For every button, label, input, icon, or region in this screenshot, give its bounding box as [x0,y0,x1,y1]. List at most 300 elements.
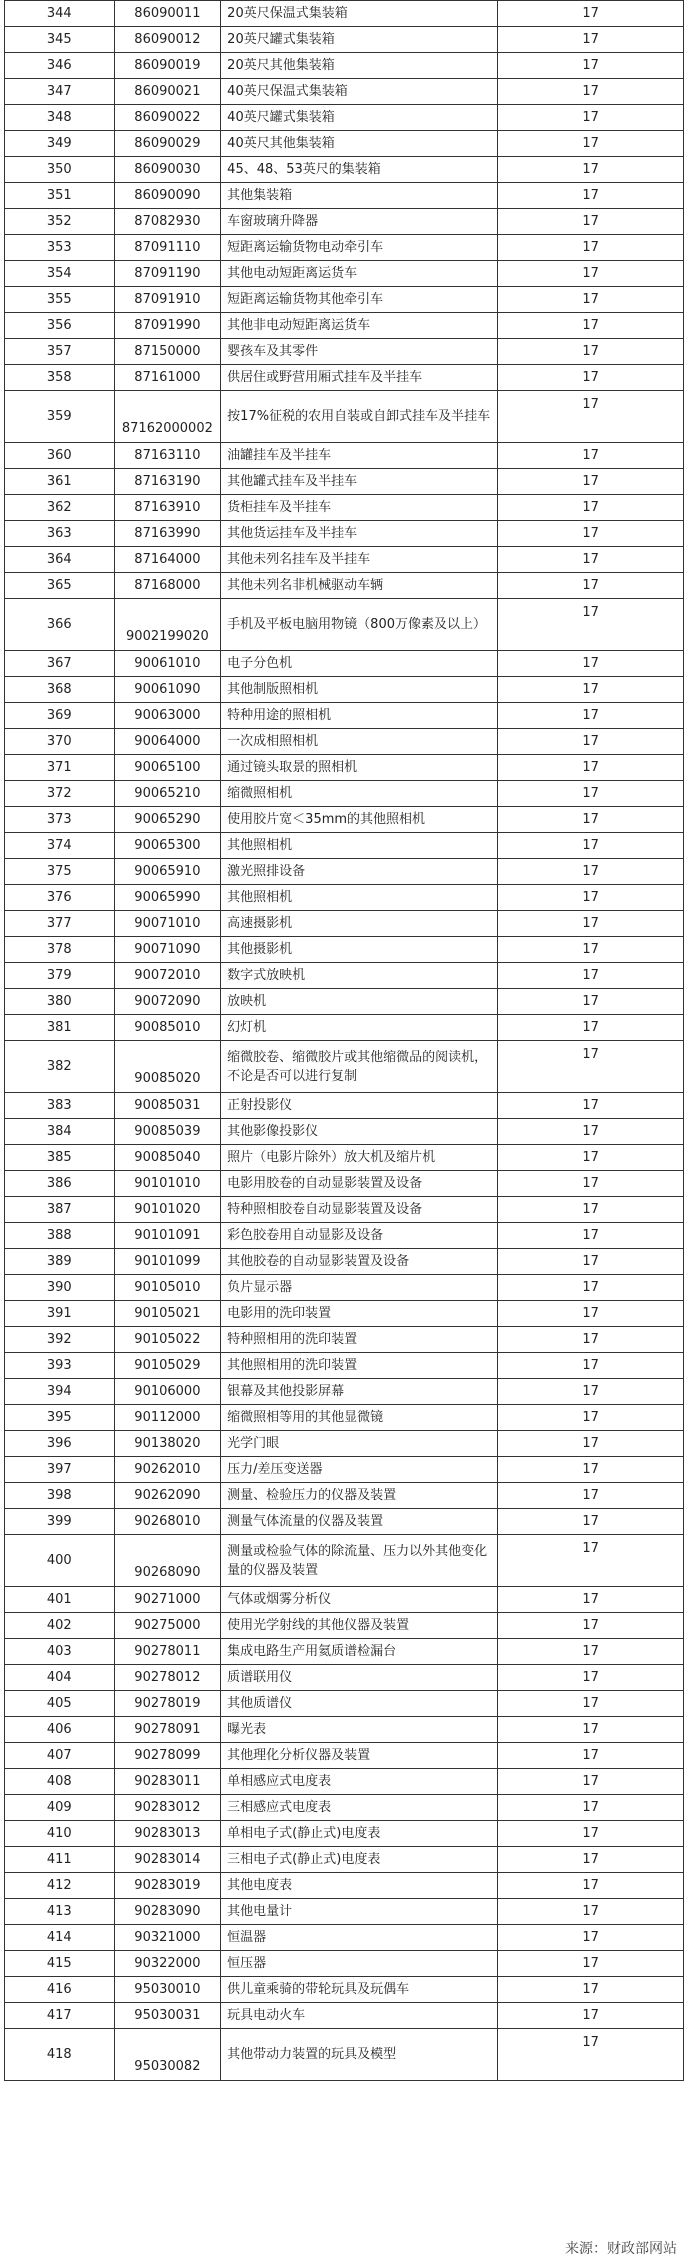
row-number-cell: 345 [5,27,115,53]
table-row [5,1,684,27]
commodity-name-cell: 恒温器 [221,1925,498,1951]
tax-rate-cell: 17 [498,443,684,469]
table-row [5,209,684,235]
commodity-name-cell: 其他未列名挂车及半挂车 [221,547,498,573]
row-number-cell: 380 [5,989,115,1015]
commodity-name-cell: 45、48、53英尺的集装箱 [221,157,498,183]
table-row [5,859,684,885]
row-number-cell: 398 [5,1483,115,1509]
table-row [5,1665,684,1691]
table-row [5,261,684,287]
table-row [5,1509,684,1535]
commodity-code-cell: 87091990 [114,313,221,339]
tax-rate-cell: 17 [498,313,684,339]
table-row [5,287,684,313]
tax-rate-cell: 17 [498,833,684,859]
commodity-name-cell: 其他制版照相机 [221,677,498,703]
tax-rate-cell: 17 [498,755,684,781]
tax-rate-cell: 17 [498,1015,684,1041]
row-number-cell: 356 [5,313,115,339]
commodity-code-cell: 90065290 [114,807,221,833]
table-row [5,1847,684,1873]
commodity-code-cell: 86090030 [114,157,221,183]
commodity-code-cell: 87091110 [114,235,221,261]
tax-rate-cell: 17 [498,521,684,547]
tax-rate-cell: 17 [498,1405,684,1431]
tax-rate-cell: 17 [498,1535,684,1587]
tax-rate-cell: 17 [498,1275,684,1301]
tax-rate-cell: 17 [498,1665,684,1691]
table-row [5,79,684,105]
tax-rate-cell: 17 [498,261,684,287]
row-number-cell: 348 [5,105,115,131]
commodity-code-cell: 90065100 [114,755,221,781]
row-number-cell: 384 [5,1119,115,1145]
table-row [5,1873,684,1899]
commodity-name-cell: 其他照相机 [221,885,498,911]
row-number-cell: 383 [5,1093,115,1119]
table-row [5,521,684,547]
row-number-cell: 415 [5,1951,115,1977]
tax-rate-cell: 17 [498,703,684,729]
commodity-name-cell: 正射投影仪 [221,1093,498,1119]
table-row [5,1093,684,1119]
row-number-cell: 410 [5,1821,115,1847]
tax-rate-cell: 17 [498,1639,684,1665]
commodity-code-cell: 90085020 [114,1041,221,1093]
row-number-cell: 403 [5,1639,115,1665]
row-number-cell: 351 [5,183,115,209]
table-row [5,807,684,833]
commodity-name-cell: 高速摄影机 [221,911,498,937]
commodity-name-cell: 幻灯机 [221,1015,498,1041]
tax-rate-table [4,0,684,2081]
row-number-cell: 371 [5,755,115,781]
tax-rate-cell: 17 [498,53,684,79]
tax-rate-cell: 17 [498,963,684,989]
commodity-code-cell: 87168000 [114,573,221,599]
commodity-code-cell: 87091910 [114,287,221,313]
tax-rate-cell: 17 [498,937,684,963]
commodity-code-cell: 90071010 [114,911,221,937]
commodity-name-cell: 负片显示器 [221,1275,498,1301]
tax-rate-cell: 17 [498,1509,684,1535]
table-row [5,183,684,209]
commodity-code-cell: 90278091 [114,1717,221,1743]
commodity-code-cell: 90105010 [114,1275,221,1301]
commodity-code-cell: 90321000 [114,1925,221,1951]
commodity-name-cell: 放映机 [221,989,498,1015]
tax-rate-cell: 17 [498,1769,684,1795]
row-number-cell: 365 [5,573,115,599]
commodity-name-cell: 压力/差压变送器 [221,1457,498,1483]
row-number-cell: 377 [5,911,115,937]
commodity-name-cell: 电影用的洗印装置 [221,1301,498,1327]
tax-rate-cell: 17 [498,1223,684,1249]
tax-rate-cell: 17 [498,131,684,157]
row-number-cell: 389 [5,1249,115,1275]
row-number-cell: 408 [5,1769,115,1795]
commodity-code-cell: 90283019 [114,1873,221,1899]
commodity-name-cell: 短距离运输货物电动牵引车 [221,235,498,261]
row-number-cell: 367 [5,651,115,677]
commodity-code-cell: 90105029 [114,1353,221,1379]
table-body [5,1,684,2081]
tax-rate-cell: 17 [498,911,684,937]
commodity-code-cell: 90283012 [114,1795,221,1821]
tax-rate-cell: 17 [498,391,684,443]
commodity-code-cell: 95030031 [114,2003,221,2029]
commodity-code-cell: 90138020 [114,1431,221,1457]
commodity-name-cell: 特种照相胶卷自动显影装置及设备 [221,1197,498,1223]
table-row [5,1587,684,1613]
commodity-code-cell: 90085010 [114,1015,221,1041]
row-number-cell: 400 [5,1535,115,1587]
tax-rate-cell: 17 [498,1171,684,1197]
row-number-cell: 347 [5,79,115,105]
row-number-cell: 391 [5,1301,115,1327]
table-row [5,495,684,521]
row-number-cell: 349 [5,131,115,157]
table-row [5,781,684,807]
commodity-name-cell: 其他非电动短距离运货车 [221,313,498,339]
row-number-cell: 366 [5,599,115,651]
row-number-cell: 360 [5,443,115,469]
row-number-cell: 379 [5,963,115,989]
row-number-cell: 361 [5,469,115,495]
table-row [5,677,684,703]
row-number-cell: 399 [5,1509,115,1535]
tax-rate-cell: 17 [498,807,684,833]
row-number-cell: 388 [5,1223,115,1249]
row-number-cell: 409 [5,1795,115,1821]
table-row [5,1743,684,1769]
commodity-code-cell: 87150000 [114,339,221,365]
row-number-cell: 358 [5,365,115,391]
tax-rate-cell: 17 [498,729,684,755]
source-note: 来源：财政部网站 [565,2241,677,2257]
commodity-code-cell: 90085040 [114,1145,221,1171]
commodity-code-cell: 86090022 [114,105,221,131]
row-number-cell: 418 [5,2029,115,2081]
table-row [5,2029,684,2081]
table-row [5,1925,684,1951]
commodity-name-cell: 使用光学射线的其他仪器及装置 [221,1613,498,1639]
tax-rate-cell: 17 [498,287,684,313]
row-number-cell: 364 [5,547,115,573]
commodity-code-cell: 90275000 [114,1613,221,1639]
row-number-cell: 411 [5,1847,115,1873]
row-number-cell: 359 [5,391,115,443]
table-row [5,1197,684,1223]
commodity-code-cell: 90065990 [114,885,221,911]
commodity-code-cell: 87163110 [114,443,221,469]
row-number-cell: 395 [5,1405,115,1431]
tax-rate-cell: 17 [498,1873,684,1899]
row-number-cell: 374 [5,833,115,859]
commodity-name-cell: 油罐挂车及半挂车 [221,443,498,469]
table-row [5,313,684,339]
row-number-cell: 369 [5,703,115,729]
table-row [5,573,684,599]
tax-rate-cell: 17 [498,677,684,703]
table-row [5,339,684,365]
commodity-name-cell: 其他摄影机 [221,937,498,963]
commodity-name-cell: 供居住或野营用厢式挂车及半挂车 [221,365,498,391]
commodity-code-cell: 90112000 [114,1405,221,1431]
row-number-cell: 401 [5,1587,115,1613]
table-row [5,651,684,677]
tax-rate-cell: 17 [498,1197,684,1223]
commodity-code-cell: 90072010 [114,963,221,989]
commodity-name-cell: 其他理化分析仪器及装置 [221,1743,498,1769]
commodity-code-cell: 90101091 [114,1223,221,1249]
commodity-name-cell: 彩色胶卷用自动显影及设备 [221,1223,498,1249]
commodity-code-cell: 90101020 [114,1197,221,1223]
row-number-cell: 413 [5,1899,115,1925]
commodity-code-cell: 86090090 [114,183,221,209]
table-row [5,1119,684,1145]
tax-rate-cell: 17 [498,1119,684,1145]
table-row [5,729,684,755]
commodity-name-cell: 特种照相用的洗印装置 [221,1327,498,1353]
commodity-code-cell: 87163190 [114,469,221,495]
commodity-name-cell: 银幕及其他投影屏幕 [221,1379,498,1405]
row-number-cell: 392 [5,1327,115,1353]
commodity-code-cell: 95030010 [114,1977,221,2003]
commodity-name-cell: 其他电度表 [221,1873,498,1899]
row-number-cell: 394 [5,1379,115,1405]
tax-rate-cell: 17 [498,1847,684,1873]
tax-rate-cell: 17 [498,1691,684,1717]
table-row [5,235,684,261]
row-number-cell: 382 [5,1041,115,1093]
commodity-code-cell: 86090019 [114,53,221,79]
tax-rate-cell: 17 [498,1457,684,1483]
commodity-name-cell: 恒压器 [221,1951,498,1977]
table-row [5,1535,684,1587]
table-row [5,1613,684,1639]
tax-rate-cell: 17 [498,339,684,365]
table-row [5,1405,684,1431]
tax-rate-cell: 17 [498,105,684,131]
tax-rate-cell: 17 [498,183,684,209]
row-number-cell: 397 [5,1457,115,1483]
commodity-code-cell: 90271000 [114,1587,221,1613]
tax-rate-cell: 17 [498,79,684,105]
commodity-code-cell: 87091190 [114,261,221,287]
commodity-name-cell: 其他照相用的洗印装置 [221,1353,498,1379]
table-row [5,1431,684,1457]
commodity-name-cell: 测量气体流量的仪器及装置 [221,1509,498,1535]
row-number-cell: 378 [5,937,115,963]
table-row [5,1041,684,1093]
row-number-cell: 362 [5,495,115,521]
commodity-code-cell: 90101099 [114,1249,221,1275]
commodity-name-cell: 三相电子式(静止式)电度表 [221,1847,498,1873]
row-number-cell: 353 [5,235,115,261]
commodity-name-cell: 其他集装箱 [221,183,498,209]
row-number-cell: 375 [5,859,115,885]
commodity-code-cell: 90106000 [114,1379,221,1405]
commodity-name-cell: 40英尺保温式集装箱 [221,79,498,105]
commodity-name-cell: 一次成相照相机 [221,729,498,755]
tax-rate-cell: 17 [498,2003,684,2029]
commodity-code-cell: 90322000 [114,1951,221,1977]
row-number-cell: 406 [5,1717,115,1743]
row-number-cell: 416 [5,1977,115,2003]
commodity-name-cell: 气体或烟雾分析仪 [221,1587,498,1613]
table-row [5,703,684,729]
commodity-name-cell: 其他带动力装置的玩具及模型 [221,2029,498,2081]
commodity-name-cell: 单相感应式电度表 [221,1769,498,1795]
commodity-code-cell: 90283090 [114,1899,221,1925]
row-number-cell: 412 [5,1873,115,1899]
commodity-name-cell: 其他影像投影仪 [221,1119,498,1145]
commodity-name-cell: 其他货运挂车及半挂车 [221,521,498,547]
table-row [5,755,684,781]
row-number-cell: 402 [5,1613,115,1639]
tax-rate-cell: 17 [498,989,684,1015]
commodity-name-cell: 其他电量计 [221,1899,498,1925]
commodity-code-cell: 90101010 [114,1171,221,1197]
row-number-cell: 381 [5,1015,115,1041]
table-row [5,963,684,989]
commodity-code-cell: 90278019 [114,1691,221,1717]
commodity-name-cell: 三相感应式电度表 [221,1795,498,1821]
commodity-code-cell: 90061010 [114,651,221,677]
commodity-code-cell: 86090012 [114,27,221,53]
table-row [5,1795,684,1821]
commodity-name-cell: 特种用途的照相机 [221,703,498,729]
table-row [5,833,684,859]
table-row [5,1145,684,1171]
table-row [5,1899,684,1925]
commodity-name-cell: 集成电路生产用氦质谱检漏台 [221,1639,498,1665]
tax-rate-cell: 17 [498,1041,684,1093]
row-number-cell: 404 [5,1665,115,1691]
commodity-name-cell: 短距离运输货物其他牵引车 [221,287,498,313]
commodity-name-cell: 20英尺其他集装箱 [221,53,498,79]
row-number-cell: 407 [5,1743,115,1769]
table-row [5,1223,684,1249]
commodity-name-cell: 缩微照相等用的其他显微镜 [221,1405,498,1431]
commodity-name-cell: 20英尺保温式集装箱 [221,1,498,27]
commodity-name-cell: 光学门眼 [221,1431,498,1457]
commodity-code-cell: 90278011 [114,1639,221,1665]
tax-rate-cell: 17 [498,1821,684,1847]
row-number-cell: 417 [5,2003,115,2029]
tax-rate-cell: 17 [498,365,684,391]
commodity-code-cell: 87161000 [114,365,221,391]
commodity-name-cell: 婴孩车及其零件 [221,339,498,365]
row-number-cell: 350 [5,157,115,183]
commodity-code-cell: 86090029 [114,131,221,157]
tax-rate-cell: 17 [498,1431,684,1457]
table-row [5,911,684,937]
tax-rate-cell: 17 [498,1977,684,2003]
tax-rate-cell: 17 [498,27,684,53]
table-row [5,1275,684,1301]
table-row [5,365,684,391]
table-row [5,1249,684,1275]
table-row [5,2003,684,2029]
tax-rate-cell: 17 [498,885,684,911]
tax-rate-cell: 17 [498,1587,684,1613]
row-number-cell: 385 [5,1145,115,1171]
table-row [5,1639,684,1665]
commodity-code-cell: 90105022 [114,1327,221,1353]
row-number-cell: 373 [5,807,115,833]
row-number-cell: 376 [5,885,115,911]
commodity-code-cell: 90061090 [114,677,221,703]
commodity-name-cell: 激光照排设备 [221,859,498,885]
table-row [5,599,684,651]
row-number-cell: 368 [5,677,115,703]
commodity-code-cell: 90262010 [114,1457,221,1483]
tax-rate-cell: 17 [498,573,684,599]
table-row [5,885,684,911]
row-number-cell: 352 [5,209,115,235]
row-number-cell: 344 [5,1,115,27]
commodity-name-cell: 其他罐式挂车及半挂车 [221,469,498,495]
table-row [5,1769,684,1795]
tax-rate-cell: 17 [498,1145,684,1171]
commodity-code-cell: 87162000002 [114,391,221,443]
tax-rate-cell: 17 [498,1093,684,1119]
table-row [5,157,684,183]
tax-rate-cell: 17 [498,1613,684,1639]
tax-rate-cell: 17 [498,1249,684,1275]
commodity-code-cell: 86090011 [114,1,221,27]
commodity-name-cell: 40英尺其他集装箱 [221,131,498,157]
table-row [5,1717,684,1743]
commodity-code-cell: 87082930 [114,209,221,235]
commodity-name-cell: 货柜挂车及半挂车 [221,495,498,521]
commodity-name-cell: 电影用胶卷的自动显影装置及设备 [221,1171,498,1197]
table-row [5,1691,684,1717]
commodity-code-cell: 95030082 [114,2029,221,2081]
commodity-name-cell: 单相电子式(静止式)电度表 [221,1821,498,1847]
table-row [5,1977,684,2003]
commodity-name-cell: 其他电动短距离运货车 [221,261,498,287]
tax-rate-cell: 17 [498,1327,684,1353]
tax-rate-cell: 17 [498,1743,684,1769]
row-number-cell: 355 [5,287,115,313]
commodity-code-cell: 87163990 [114,521,221,547]
commodity-code-cell: 9002199020 [114,599,221,651]
commodity-name-cell: 使用胶片宽＜35mm的其他照相机 [221,807,498,833]
table-row [5,53,684,79]
commodity-name-cell: 照片（电影片除外）放大机及缩片机 [221,1145,498,1171]
tax-rate-cell: 17 [498,1899,684,1925]
tax-rate-cell: 17 [498,235,684,261]
row-number-cell: 387 [5,1197,115,1223]
commodity-code-cell: 90283014 [114,1847,221,1873]
commodity-code-cell: 90085039 [114,1119,221,1145]
tax-rate-cell: 17 [498,859,684,885]
commodity-code-cell: 90065300 [114,833,221,859]
table-row [5,989,684,1015]
commodity-name-cell: 其他未列名非机械驱动车辆 [221,573,498,599]
commodity-name-cell: 其他胶卷的自动显影装置及设备 [221,1249,498,1275]
commodity-name-cell: 玩具电动火车 [221,2003,498,2029]
table-row [5,1457,684,1483]
tax-rate-cell: 17 [498,547,684,573]
row-number-cell: 354 [5,261,115,287]
commodity-name-cell: 通过镜头取景的照相机 [221,755,498,781]
tax-rate-cell: 17 [498,781,684,807]
